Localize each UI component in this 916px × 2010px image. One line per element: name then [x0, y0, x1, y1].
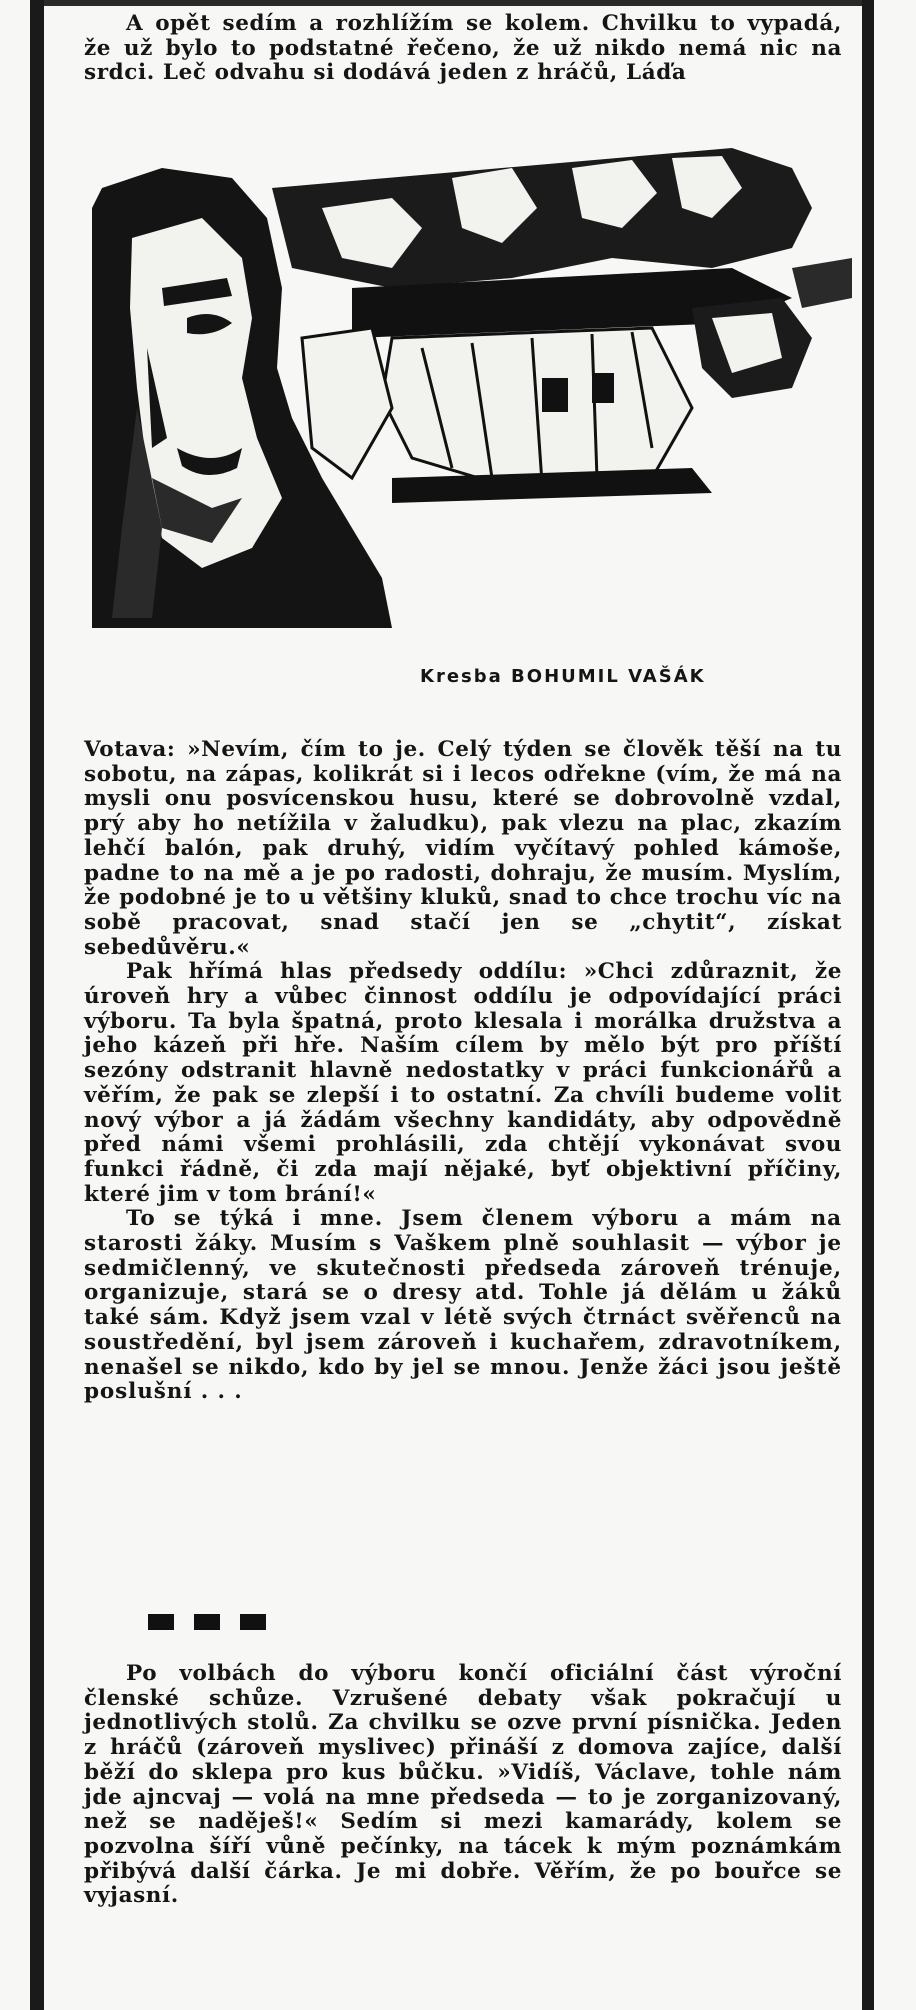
illustration-credit: Kresba BOHUMIL VAŠÁK — [420, 666, 706, 687]
article-body — [84, 738, 842, 1405]
separator-square — [148, 1614, 174, 1630]
closing-paragraph: Po volbách do výboru končí oficiální část výroční členské schůze. Vzrušené debaty však pokračují u jednotlivých stolů. Za chvilku se ozve první písnička. Jeden z hráčů (zároveň myslivec) přináší z domova zajíce, další běží do sklepa pro kus bůčku. »Vidíš, Václave, tohle nám jde ajncvaj — volá na mne předseda — to je zorganizovaný, než se naděješ!« Sedím si mezi kamarády, kolem se pozvolna šíří vůně pečínky, na tácek k mým poznámkám přibývá další čárka. Je mi dobře. Věřím, že po bouřce se vyjasní. — [84, 1661, 842, 1909]
page-border-left — [30, 0, 44, 2010]
intro-paragraph: A opět sedím a rozhlížím se kolem. Chvilku to vypadá, že už bylo to podstatné řečeno, že už nikdo nemá nic na srdci. Leč odvahu si dodává jeden z hráčů, Láďa — [84, 11, 842, 86]
separator-square — [240, 1614, 266, 1630]
separator-square — [194, 1614, 220, 1630]
votava-paragraph: Votava: »Nevím, čím to je. Celý týden se člověk těší na tu sobotu, na zápas, kolikrát si i lecos odřekne (vím, že má na mysli onu posvícenskou husu, které se dobrovolně vzdal, prý aby ho netížila v žaludku), pak vlezu na plac, zkazím lehčí balón, pak druhý, vidím vyčítavý pohled kámoše, padne to na mě a je po radosti, dohraju, že musím. Myslím, že podobné je to u většiny kluků, snad to chce trochu víc na sobě pracovat, snad stačí jen se „chytit“, získat sebedůvěru.« — [84, 737, 842, 960]
section-separator — [148, 1614, 288, 1632]
page-border-right — [862, 0, 874, 2010]
page-border-top — [44, 0, 862, 6]
ink-drawing-illustration — [92, 148, 852, 648]
author-paragraph: To se týká i mne. Jsem členem výboru a mám na starosti žáky. Musím s Vaškem plně souhlasit — výbor je sedmičlenný, ve skutečnosti předseda zároveň trénuje, organizuje, stará se o dresy atd. Tohle já dělám u žáků také sám. Když jsem vzal v létě svých čtrnáct svěřenců na soustředění, byl jsem zároveň i kuchařem, zdravotníkem, nenašel se nikdo, kdo by jel se mnou. Jenže žáci jsou ještě poslušní . . . — [84, 1206, 842, 1405]
article-intro — [84, 12, 842, 86]
chairman-paragraph: Pak hřímá hlas předsedy oddílu: »Chci zdůraznit, že úroveň hry a vůbec činnost oddílu je odpovídající práci výboru. Ta byla špatná, proto klesala i morálka družstva a jeho kázeň při hře. Naším cílem by mělo být pro příští sezóny odstranit hlavně nedostatky v práci funkcionářů a věřím, že pak se zlepší i to ostatní. Za chvíli budeme volit nový výbor a já žádám všechny kandidáty, aby odpovědně před námi všemi prohlásili, zda chtějí vykonávat svou funkci řádně, či zda mají nějaké, byť objektivní příčiny, které jim v tom brání!« — [84, 959, 842, 1207]
article-closing — [84, 1662, 842, 1909]
